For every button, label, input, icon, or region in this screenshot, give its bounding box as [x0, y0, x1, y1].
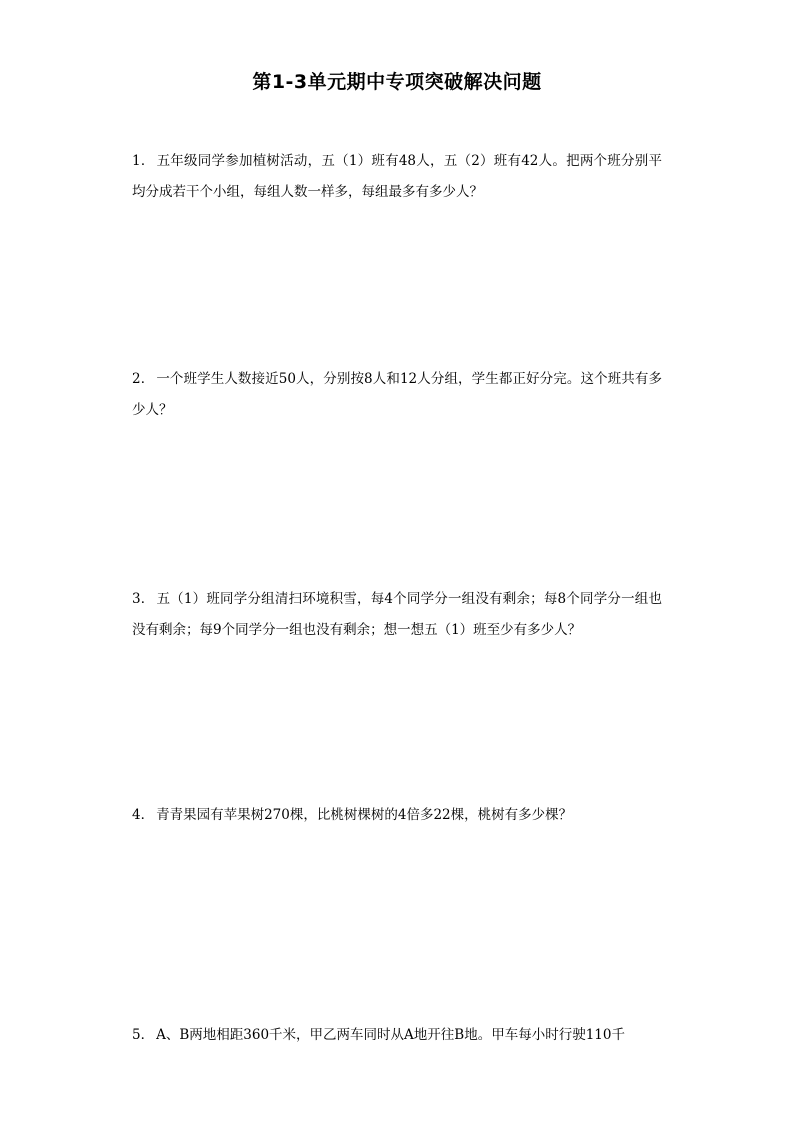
- question-number: 2．: [132, 371, 155, 387]
- question-number: 1．: [132, 153, 155, 169]
- question-text: A、B两地相距360千米，甲乙两车同时从A地开往B地。甲车每小时行驶110千: [156, 1027, 625, 1043]
- question-3: [132, 584, 662, 646]
- question-text: 五年级同学参加植树活动，五（1）班有48人，五（2）班有42人。把两个班分别平均分成若干个小组，每组人数一样多，每组最多有多少人？: [132, 153, 662, 200]
- question-text: 青青果园有苹果树270棵，比桃树棵树的4倍多22棵，桃树有多少棵？: [156, 807, 573, 823]
- question-text: 五（1）班同学分组清扫环境积雪，每4个同学分一组没有剩余；每8个同学分一组也没有剩余；每9个同学分一组也没有剩余；想一想五（1）班至少有多少人？: [132, 591, 662, 638]
- question-1: [132, 146, 662, 208]
- question-number: 4．: [132, 807, 155, 823]
- question-number: 5．: [132, 1027, 155, 1043]
- question-4: [132, 800, 662, 831]
- question-text: 一个班学生人数接近50人，分别按8人和12人分组，学生都正好分完。这个班共有多少人？: [132, 371, 663, 418]
- question-2: [132, 364, 662, 426]
- page-title: 第1-3单元期中专项突破解决问题: [252, 71, 542, 93]
- question-number: 3．: [132, 591, 155, 607]
- question-5: [132, 1020, 662, 1051]
